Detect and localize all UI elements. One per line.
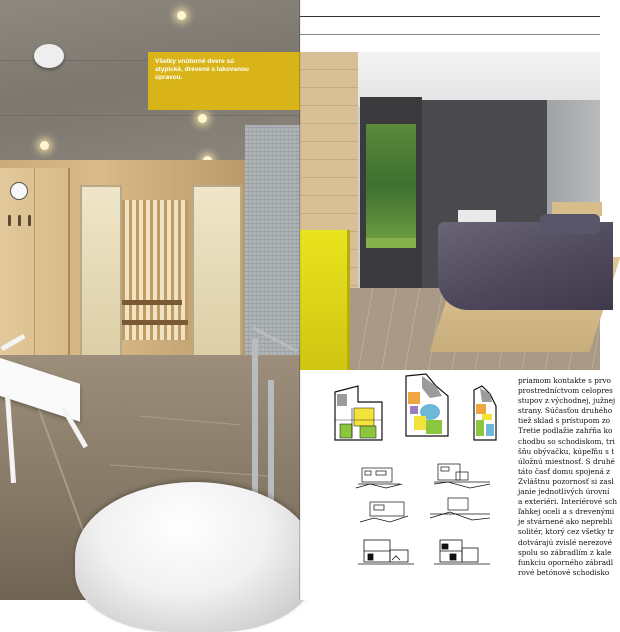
body-line: tiež sklad s prístupom zo	[518, 416, 611, 426]
bedroom-photo	[300, 52, 600, 370]
white-bean-bag	[75, 482, 315, 632]
caption-line: atypické, drevené s lakovanou	[155, 66, 249, 73]
section-2	[434, 540, 490, 564]
bed-blanket	[438, 222, 613, 310]
body-line: Zvláštnu pozornosť si zasl	[518, 476, 614, 486]
ceiling-seam	[0, 115, 300, 116]
plans-svg	[330, 372, 508, 594]
wall-clock	[10, 182, 28, 200]
body-line: je stvárnené ako neprebli	[518, 517, 613, 527]
staircase-view	[122, 200, 188, 340]
coat-hook	[18, 215, 21, 226]
coat-hook	[28, 215, 31, 226]
elevation-3	[360, 502, 408, 522]
body-line: úložnú miestnosť. S druhé	[518, 456, 615, 466]
floor-plan-1	[335, 386, 382, 440]
header-rule	[300, 16, 600, 17]
body-line: ľahkej oceli a s drevenými	[518, 507, 615, 517]
pillow	[540, 214, 600, 234]
body-line: stupov z východnej, južnej	[518, 396, 616, 406]
smoke-detector	[34, 44, 64, 68]
floor-plan-2	[406, 374, 448, 436]
body-line: rové betónové schodisko	[518, 567, 610, 577]
caption-line: Všetky vnútorné dvere sú	[155, 58, 235, 65]
floor-plan-3	[474, 386, 496, 440]
ceiling-downlight	[40, 141, 49, 150]
ceiling-downlight	[177, 11, 186, 20]
coat-hook	[8, 215, 11, 226]
body-line: janie jednotlivých úrovní	[518, 487, 610, 497]
elevation-1	[356, 468, 402, 488]
frosted-glass-door	[80, 185, 122, 359]
body-line: chodbu so schodiskom, tri	[518, 436, 615, 446]
elevation-4	[430, 498, 490, 520]
yellow-cabinet	[300, 230, 350, 370]
body-line: priamom kontakte s prvo	[518, 376, 611, 385]
wardrobe-cabinet	[0, 168, 70, 363]
body-line: solitér, ktorý cez všetky tr	[518, 527, 615, 537]
ceiling-downlight	[198, 114, 207, 123]
lawn-view	[366, 238, 416, 248]
body-line: dotvárajú zvislé nerezové	[518, 537, 613, 547]
body-line: funkciu oporného zábradl	[518, 557, 614, 567]
photo-caption	[155, 58, 275, 82]
elevation-2	[434, 464, 490, 488]
stair-step	[122, 300, 182, 305]
body-line: strany. Súčasťou druhého	[518, 406, 613, 416]
garden-window	[366, 124, 416, 246]
caption-line: úpravou.	[155, 74, 183, 81]
railing-post	[252, 338, 258, 508]
frosted-glass-door	[192, 185, 242, 359]
cabinet-door-seam	[34, 168, 35, 363]
body-line: táto časť domu spojená z	[518, 466, 610, 476]
mosaic-tile-grid	[245, 125, 300, 355]
stair-step	[122, 320, 188, 325]
section-1	[358, 540, 414, 564]
architectural-drawings	[330, 372, 508, 594]
body-line: šňu obývačku, kúpeľňu s t	[518, 446, 615, 456]
body-line: Tretie podlažie zahŕňa ko	[518, 426, 613, 436]
article-body-text	[518, 376, 618, 596]
body-line: a exteriéri. Interiérové sch	[518, 497, 618, 507]
body-line: spolu so zábradlím z kale	[518, 547, 612, 557]
body-line: prostredníctvom celopres	[518, 386, 613, 396]
page-gutter	[299, 0, 301, 600]
header-rule	[300, 34, 600, 35]
